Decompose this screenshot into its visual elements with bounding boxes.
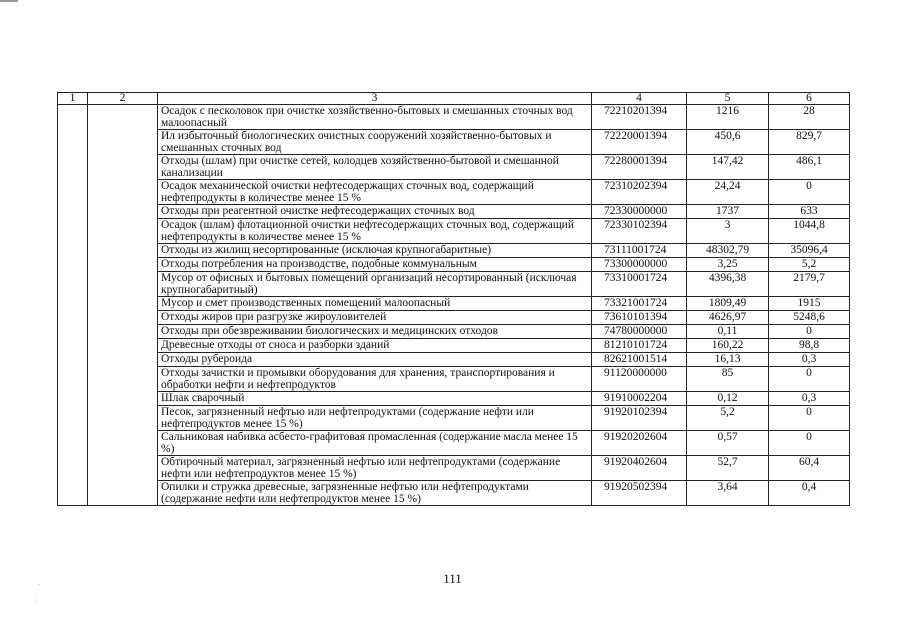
table-row [58, 205, 850, 219]
waste-code-cell: 91910002204 [592, 392, 687, 406]
cell-col-1 [58, 311, 88, 325]
value-col-5-cell: 4626,97 [687, 311, 769, 325]
waste-name-cell: Отходы из жилищ несортированные (исключая крупногабаритные) [158, 244, 592, 258]
waste-name-cell: Отходы (шлам) при очистке сетей, колодцев хозяйственно-бытовой и смешанной канализации [158, 155, 592, 180]
header-col-6: 6 [769, 93, 850, 105]
waste-name-cell: Отходы зачистки и промывки оборудования для хранения, транспортирования и обработки нефти и нефтепродуктов [158, 367, 592, 392]
cell-col-2 [88, 353, 158, 367]
value-col-5-cell: 3,64 [687, 481, 769, 506]
value-col-6-cell: 486,1 [769, 155, 850, 180]
waste-name-cell: Обтирочный материал, загрязненный нефтью или нефтепродуктами (содержание нефти или нефтепродуктов менее 15 %) [158, 456, 592, 481]
value-col-6-cell: 633 [769, 205, 850, 219]
value-col-5-cell: 16,13 [687, 353, 769, 367]
waste-name-cell: Мусор от офисных и бытовых помещений организаций несортированный (исключая крупногабаритный) [158, 272, 592, 297]
value-col-6-cell: 5248,6 [769, 311, 850, 325]
scan-speck: · [34, 596, 37, 605]
value-col-5-cell: 1737 [687, 205, 769, 219]
table-row [58, 155, 850, 180]
table-row [58, 258, 850, 272]
value-col-5-cell: 0,12 [687, 392, 769, 406]
value-col-6-cell: 0 [769, 180, 850, 205]
waste-code-cell: 74780000000 [592, 325, 687, 339]
table-row [58, 130, 850, 155]
cell-col-1 [58, 481, 88, 506]
table-row [58, 481, 850, 506]
waste-name-cell: Шлак сварочный [158, 392, 592, 406]
cell-col-1 [58, 105, 88, 130]
header-col-1: 1 [58, 93, 88, 105]
value-col-6-cell: 0 [769, 367, 850, 392]
cell-col-2 [88, 311, 158, 325]
table-row [58, 367, 850, 392]
cell-col-2 [88, 339, 158, 353]
scan-corner-mark [0, 0, 18, 2]
value-col-6-cell: 28 [769, 105, 850, 130]
value-col-6-cell: 1044,8 [769, 219, 850, 244]
cell-col-1 [58, 297, 88, 311]
value-col-6-cell: 60,4 [769, 456, 850, 481]
table-row [58, 297, 850, 311]
cell-col-1 [58, 406, 88, 431]
cell-col-2 [88, 297, 158, 311]
table-row [58, 180, 850, 205]
waste-code-cell: 72310202394 [592, 180, 687, 205]
cell-col-2 [88, 481, 158, 506]
cell-col-2 [88, 130, 158, 155]
value-col-5-cell: 450,6 [687, 130, 769, 155]
cell-col-1 [58, 392, 88, 406]
waste-name-cell: Песок, загрязненный нефтью или нефтепродуктами (содержание нефти или нефтепродуктов менее 15 %) [158, 406, 592, 431]
value-col-5-cell: 3,25 [687, 258, 769, 272]
table-row [58, 105, 850, 130]
waste-name-cell: Древесные отходы от сноса и разборки зданий [158, 339, 592, 353]
value-col-6-cell: 0 [769, 406, 850, 431]
waste-code-cell: 73300000000 [592, 258, 687, 272]
value-col-6-cell: 5,2 [769, 258, 850, 272]
cell-col-2 [88, 258, 158, 272]
table-row [58, 272, 850, 297]
waste-name-cell: Отходы при реагентной очистке нефтесодержащих сточных вод [158, 205, 592, 219]
cell-col-1 [58, 180, 88, 205]
waste-code-cell: 73310001724 [592, 272, 687, 297]
header-col-5: 5 [687, 93, 769, 105]
table-row [58, 325, 850, 339]
cell-col-2 [88, 180, 158, 205]
value-col-5-cell: 24,24 [687, 180, 769, 205]
waste-name-cell: Ил избыточный биологических очистных сооружений хозяйственно-бытовых и смешанных сточных вод [158, 130, 592, 155]
table-row [58, 392, 850, 406]
table-row [58, 219, 850, 244]
cell-col-1 [58, 244, 88, 258]
waste-code-cell: 91920102394 [592, 406, 687, 431]
waste-name-cell: Отходы при обезвреживании биологических и медицинских отходов [158, 325, 592, 339]
header-col-3: 3 [158, 93, 592, 105]
cell-col-2 [88, 431, 158, 456]
cell-col-2 [88, 456, 158, 481]
waste-code-cell: 72280001394 [592, 155, 687, 180]
waste-code-cell: 72330000000 [592, 205, 687, 219]
value-col-6-cell: 829,7 [769, 130, 850, 155]
value-col-5-cell: 147,42 [687, 155, 769, 180]
table-row [58, 339, 850, 353]
value-col-6-cell: 2179,7 [769, 272, 850, 297]
value-col-5-cell: 0,57 [687, 431, 769, 456]
cell-col-1 [58, 155, 88, 180]
cell-col-2 [88, 392, 158, 406]
waste-code-cell: 73610101394 [592, 311, 687, 325]
waste-code-cell: 91120000000 [592, 367, 687, 392]
cell-col-1 [58, 325, 88, 339]
cell-col-1 [58, 130, 88, 155]
value-col-5-cell: 85 [687, 367, 769, 392]
value-col-5-cell: 4396,38 [687, 272, 769, 297]
table-row [58, 353, 850, 367]
value-col-5-cell: 1809,49 [687, 297, 769, 311]
value-col-5-cell: 1216 [687, 105, 769, 130]
waste-name-cell: Осадок механической очистки нефтесодержащих сточных вод, содержащий нефтепродукты в количестве менее 15 % [158, 180, 592, 205]
value-col-6-cell: 0,3 [769, 353, 850, 367]
waste-table-body [58, 93, 850, 506]
value-col-5-cell: 5,2 [687, 406, 769, 431]
table-row [58, 244, 850, 258]
cell-col-2 [88, 406, 158, 431]
waste-code-cell: 91920502394 [592, 481, 687, 506]
waste-code-cell: 91920402604 [592, 456, 687, 481]
value-col-6-cell: 1915 [769, 297, 850, 311]
waste-code-cell: 72330102394 [592, 219, 687, 244]
scan-speck: . [38, 578, 40, 587]
header-col-4: 4 [592, 93, 687, 105]
waste-name-cell: Отходы жиров при разгрузке жироуловителей [158, 311, 592, 325]
cell-col-1 [58, 353, 88, 367]
cell-col-1 [58, 367, 88, 392]
cell-col-2 [88, 155, 158, 180]
header-col-2: 2 [88, 93, 158, 105]
table-row [58, 456, 850, 481]
cell-col-1 [58, 431, 88, 456]
waste-code-cell: 91920202604 [592, 431, 687, 456]
cell-col-1 [58, 456, 88, 481]
value-col-5-cell: 160,22 [687, 339, 769, 353]
waste-code-cell: 73321001724 [592, 297, 687, 311]
waste-code-cell: 81210101724 [592, 339, 687, 353]
cell-col-1 [58, 339, 88, 353]
table-header-row [58, 93, 850, 105]
table-row [58, 311, 850, 325]
cell-col-2 [88, 205, 158, 219]
value-col-6-cell: 0,4 [769, 481, 850, 506]
cell-col-2 [88, 367, 158, 392]
value-col-5-cell: 0,11 [687, 325, 769, 339]
value-col-6-cell: 0 [769, 325, 850, 339]
waste-name-cell: Отходы рубероида [158, 353, 592, 367]
value-col-5-cell: 52,7 [687, 456, 769, 481]
table-row [58, 431, 850, 456]
waste-name-cell: Осадок с песколовок при очистке хозяйственно-бытовых и смешанных сточных вод малоопасный [158, 105, 592, 130]
waste-code-cell: 72220001394 [592, 130, 687, 155]
cell-col-1 [58, 272, 88, 297]
cell-col-2 [88, 272, 158, 297]
waste-name-cell: Осадок (шлам) флотационной очистки нефтесодержащих сточных вод, содержащий нефтепродукты в количестве менее 15 % [158, 219, 592, 244]
value-col-6-cell: 0,3 [769, 392, 850, 406]
waste-code-cell: 72210201394 [592, 105, 687, 130]
cell-col-1 [58, 219, 88, 244]
cell-col-2 [88, 325, 158, 339]
waste-table [57, 92, 850, 506]
waste-name-cell: Опилки и стружка древесные, загрязненные нефтью или нефтепродуктами (содержание нефти или нефтепродуктов менее 15 %) [158, 481, 592, 506]
cell-col-1 [58, 258, 88, 272]
cell-col-1 [58, 205, 88, 219]
value-col-6-cell: 98,8 [769, 339, 850, 353]
waste-code-cell: 82621001514 [592, 353, 687, 367]
waste-name-cell: Мусор и смет производственных помещений малоопасный [158, 297, 592, 311]
cell-col-2 [88, 219, 158, 244]
value-col-6-cell: 0 [769, 431, 850, 456]
cell-col-2 [88, 244, 158, 258]
waste-name-cell: Отходы потребления на производстве, подобные коммунальным [158, 258, 592, 272]
cell-col-2 [88, 105, 158, 130]
value-col-5-cell: 48302,79 [687, 244, 769, 258]
waste-code-cell: 73111001724 [592, 244, 687, 258]
value-col-6-cell: 35096,4 [769, 244, 850, 258]
waste-name-cell: Сальниковая набивка асбесто-графитовая промасленная (содержание масла менее 15 %) [158, 431, 592, 456]
table-row [58, 406, 850, 431]
page-number: 111 [443, 571, 462, 586]
value-col-5-cell: 3 [687, 219, 769, 244]
